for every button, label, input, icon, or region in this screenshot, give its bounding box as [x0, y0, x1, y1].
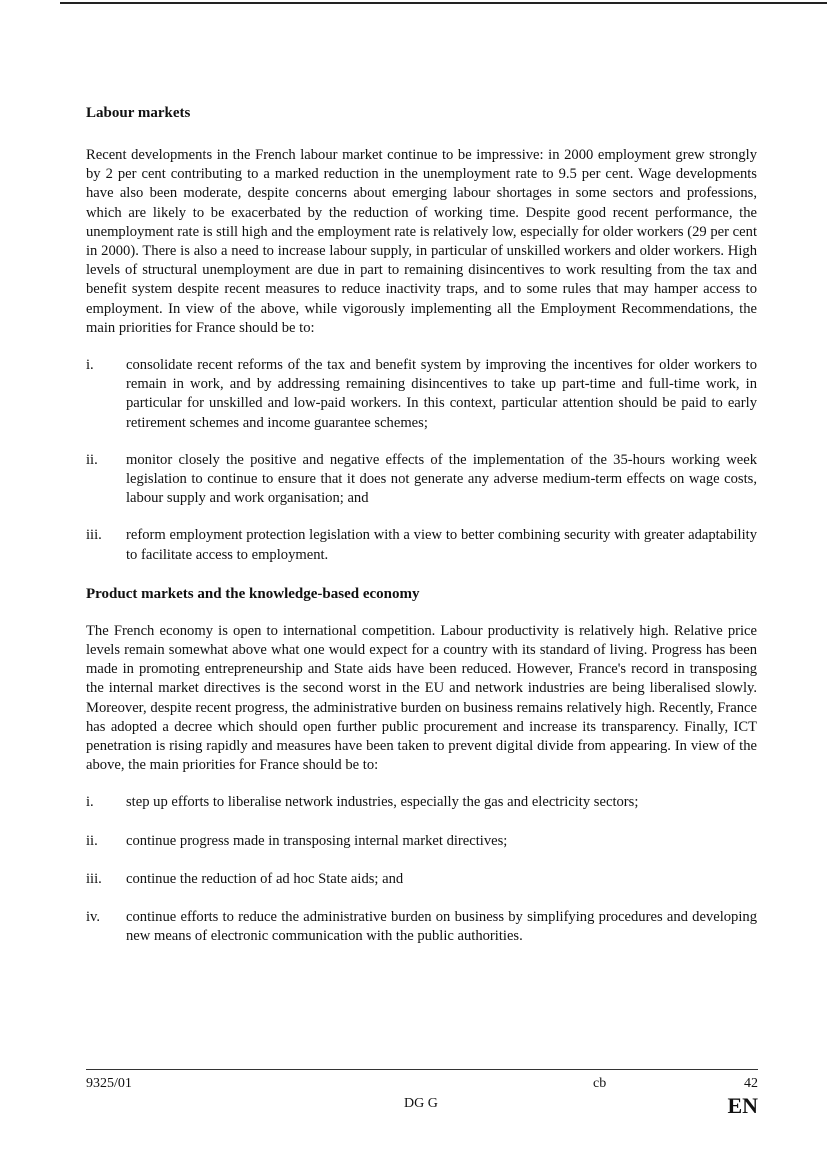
list-item [86, 870, 757, 889]
footer-dg: DG G [404, 1096, 438, 1111]
list-number: iv. [86, 909, 101, 926]
list-item [86, 793, 757, 812]
section-heading-labour-markets: Labour markets [86, 105, 191, 121]
list-number: i. [86, 794, 94, 811]
list-item [86, 451, 757, 509]
list-item [86, 356, 757, 433]
top-rule [60, 2, 827, 4]
footer-initials: cb [593, 1076, 607, 1091]
list-item [86, 908, 757, 946]
footer-page-number: 42 [744, 1076, 758, 1091]
list-text: reform employment protection legislation with a view to better combining security with greater adaptability to facilitate access to employment. [126, 527, 757, 563]
list-number: ii. [86, 832, 98, 849]
list-text: continue progress made in transposing internal market directives; [126, 832, 508, 849]
list-text: consolidate recent reforms of the tax and benefit system by improving the incentives for older workers to remain in work, and by addressing remaining disincentives to take up part-time and full-time work, in particular for unskilled and low-paid workers. In this context, particular attention should be paid to early retirement schemes and income guarantee schemes; [126, 357, 757, 431]
section-heading-product-markets: Product markets and the knowledge-based economy [86, 585, 420, 602]
list-number: iii. [86, 527, 102, 544]
footer-doc-number: 9325/01 [86, 1076, 132, 1091]
labour-markets-paragraph: Recent developments in the French labour market continue to be impressive: in 2000 employment grew strongly by 2 per cent contributing to a marked reduction in the unemployment rate to 9.5 per cent. Wage developments have also been moderate, despite concerns about emerging labour shortages in some sectors and professions, which are likely to be exacerbated by the reduction of working time. Despite good recent performance, the unemployment rate is still high and the employment rate is relatively low, especially for older workers (29 per cent in 2000). There is also a need to increase labour supply, in particular of unskilled workers and older workers. High levels of structural unemployment are due in part to remaining disincentives to work resulting from the tax and benefit system despite recent measures to reduce inactivity traps, and to some rules that may hamper access to employment. In view of the above, while vigorously implementing all the Employment Recommendations, the main priorities for France should be to: [86, 147, 757, 336]
document-body [86, 104, 757, 947]
list-item [86, 832, 757, 851]
list-text: continue the reduction of ad hoc State aids; and [126, 870, 404, 887]
list-text: monitor closely the positive and negative effects of the implementation of the 35-hours working week legislation to continue to ensure that it does not generate any adverse medium-term effects on wage costs, labour supply and work organisation; and [126, 451, 757, 507]
list-number: iii. [86, 870, 102, 887]
list-item [86, 526, 757, 564]
list-text: step up efforts to liberalise network industries, especially the gas and electricity sectors; [126, 794, 639, 811]
list-number: ii. [86, 451, 98, 468]
footer-rule [86, 1069, 758, 1070]
list-number: i. [86, 357, 94, 374]
product-markets-paragraph: The French economy is open to international competition. Labour productivity is relatively high. Relative price levels remain somewhat above what one would expect for a country with its standard of living. Progress has been made in promoting entrepreneurship and State aids have been reduced. However, France's record in transposing the internal market directives is the second worst in the EU and network industries are being liberalised slowly. Moreover, despite recent progress, the administrative burden on business remains relatively high. Recently, France has adopted a decree which should open further public procurement and increase its transparency. Finally, ICT penetration is rising rapidly and measures have been taken to prevent digital divide from appearing. In view of the above, the main priorities for France should be to: [86, 622, 757, 774]
list-text: continue efforts to reduce the administrative burden on business by simplifying procedures and developing new means of electronic communication with the public authorities. [126, 909, 757, 945]
footer-language: EN [727, 1093, 758, 1118]
